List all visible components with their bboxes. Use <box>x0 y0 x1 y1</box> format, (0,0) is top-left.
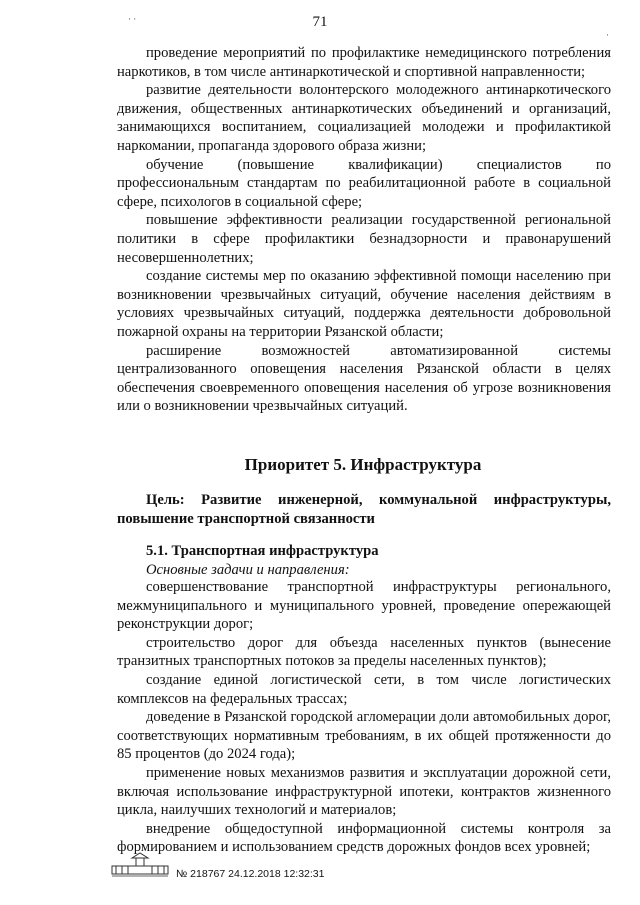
paragraph: обучение (повышение квалификации) специалистов по профессиональным стандартам по реабилитационной работе в социальной сфере, психологов в социальной сфере; <box>117 156 611 210</box>
goal-statement: Цель: Развитие инженерной, коммунальной инфраструктуры, повышение транспортной связанности <box>117 492 611 527</box>
page-number: 71 <box>312 14 328 30</box>
paragraph: повышение эффективности реализации государственной региональной политики в сфере профилактики безнадзорности и правонарушений несовершеннолетних; <box>117 212 611 266</box>
document-stamp: № 218767 24.12.2018 12:32:31 <box>176 868 325 880</box>
paragraph: внедрение общедоступной информационной системы контроля за формированием и использованием средств дорожных фондов всех уровней; <box>117 820 611 856</box>
paragraph: расширение возможностей автоматизированной системы централизованного оповещения населения Рязанской области в целях обеспечения своевременного оповещения населения об угрозе возникновения или о возникновении чрезвычайных ситуаций. <box>117 342 611 415</box>
paragraph: проведение мероприятий по профилактике немедицинского потребления наркотиков, в том числе антинаркотической и спортивной направленности; <box>117 45 611 80</box>
government-building-logo-icon <box>110 852 170 878</box>
paragraph: развитие деятельности волонтерского молодежного антинаркотического движения, общественных антинаркотических объединений и организаций, занимающихся воспитанием, социализацией молодежи и профилактикой наркомании, пропаганда здорового образа жизни; <box>117 82 611 154</box>
paragraph: создание единой логистической сети, в том числе логистических комплексов на федеральных трассах; <box>117 671 611 707</box>
tasks-label: Основные задачи и направления: <box>146 562 350 578</box>
scan-artifact-icon: · · <box>128 14 137 24</box>
subsection-heading: 5.1. Транспортная инфраструктура <box>146 543 379 559</box>
paragraph: создание системы мер по оказанию эффективной помощи населению при возникновении чрезвычайных ситуаций, обучение населения действиям в условиях чрезвычайных ситуаций, поддержка деятельности добровольной пожарной охраны на территории Рязанской области; <box>117 268 611 340</box>
paragraph: совершенствование транспортной инфраструктуры регионального, межмуниципального и муниципального уровней, проведение опережающей реконструкции дорог; <box>117 579 611 633</box>
paragraph: строительство дорог для объезда населенных пунктов (вынесение транзитных транспортных потоков за пределы населенных пунктов); <box>117 634 611 670</box>
priority-heading: Приоритет 5. Инфраструктура <box>244 455 482 474</box>
top-paragraphs <box>117 44 611 416</box>
paragraph: применение новых механизмов развития и эксплуатации дорожной сети, включая использование инфраструктурной ипотеки, контрактов жизненного цикла, наилучших технологий и материалов; <box>117 764 611 819</box>
bottom-paragraphs <box>117 578 611 857</box>
scan-artifact-icon: · <box>606 30 609 40</box>
paragraph: доведение в Рязанской городской агломерации доли автомобильных дорог, соответствующих нормативным требованиям, в их общей протяженности до 85 процентов (до 2024 года); <box>117 709 611 763</box>
